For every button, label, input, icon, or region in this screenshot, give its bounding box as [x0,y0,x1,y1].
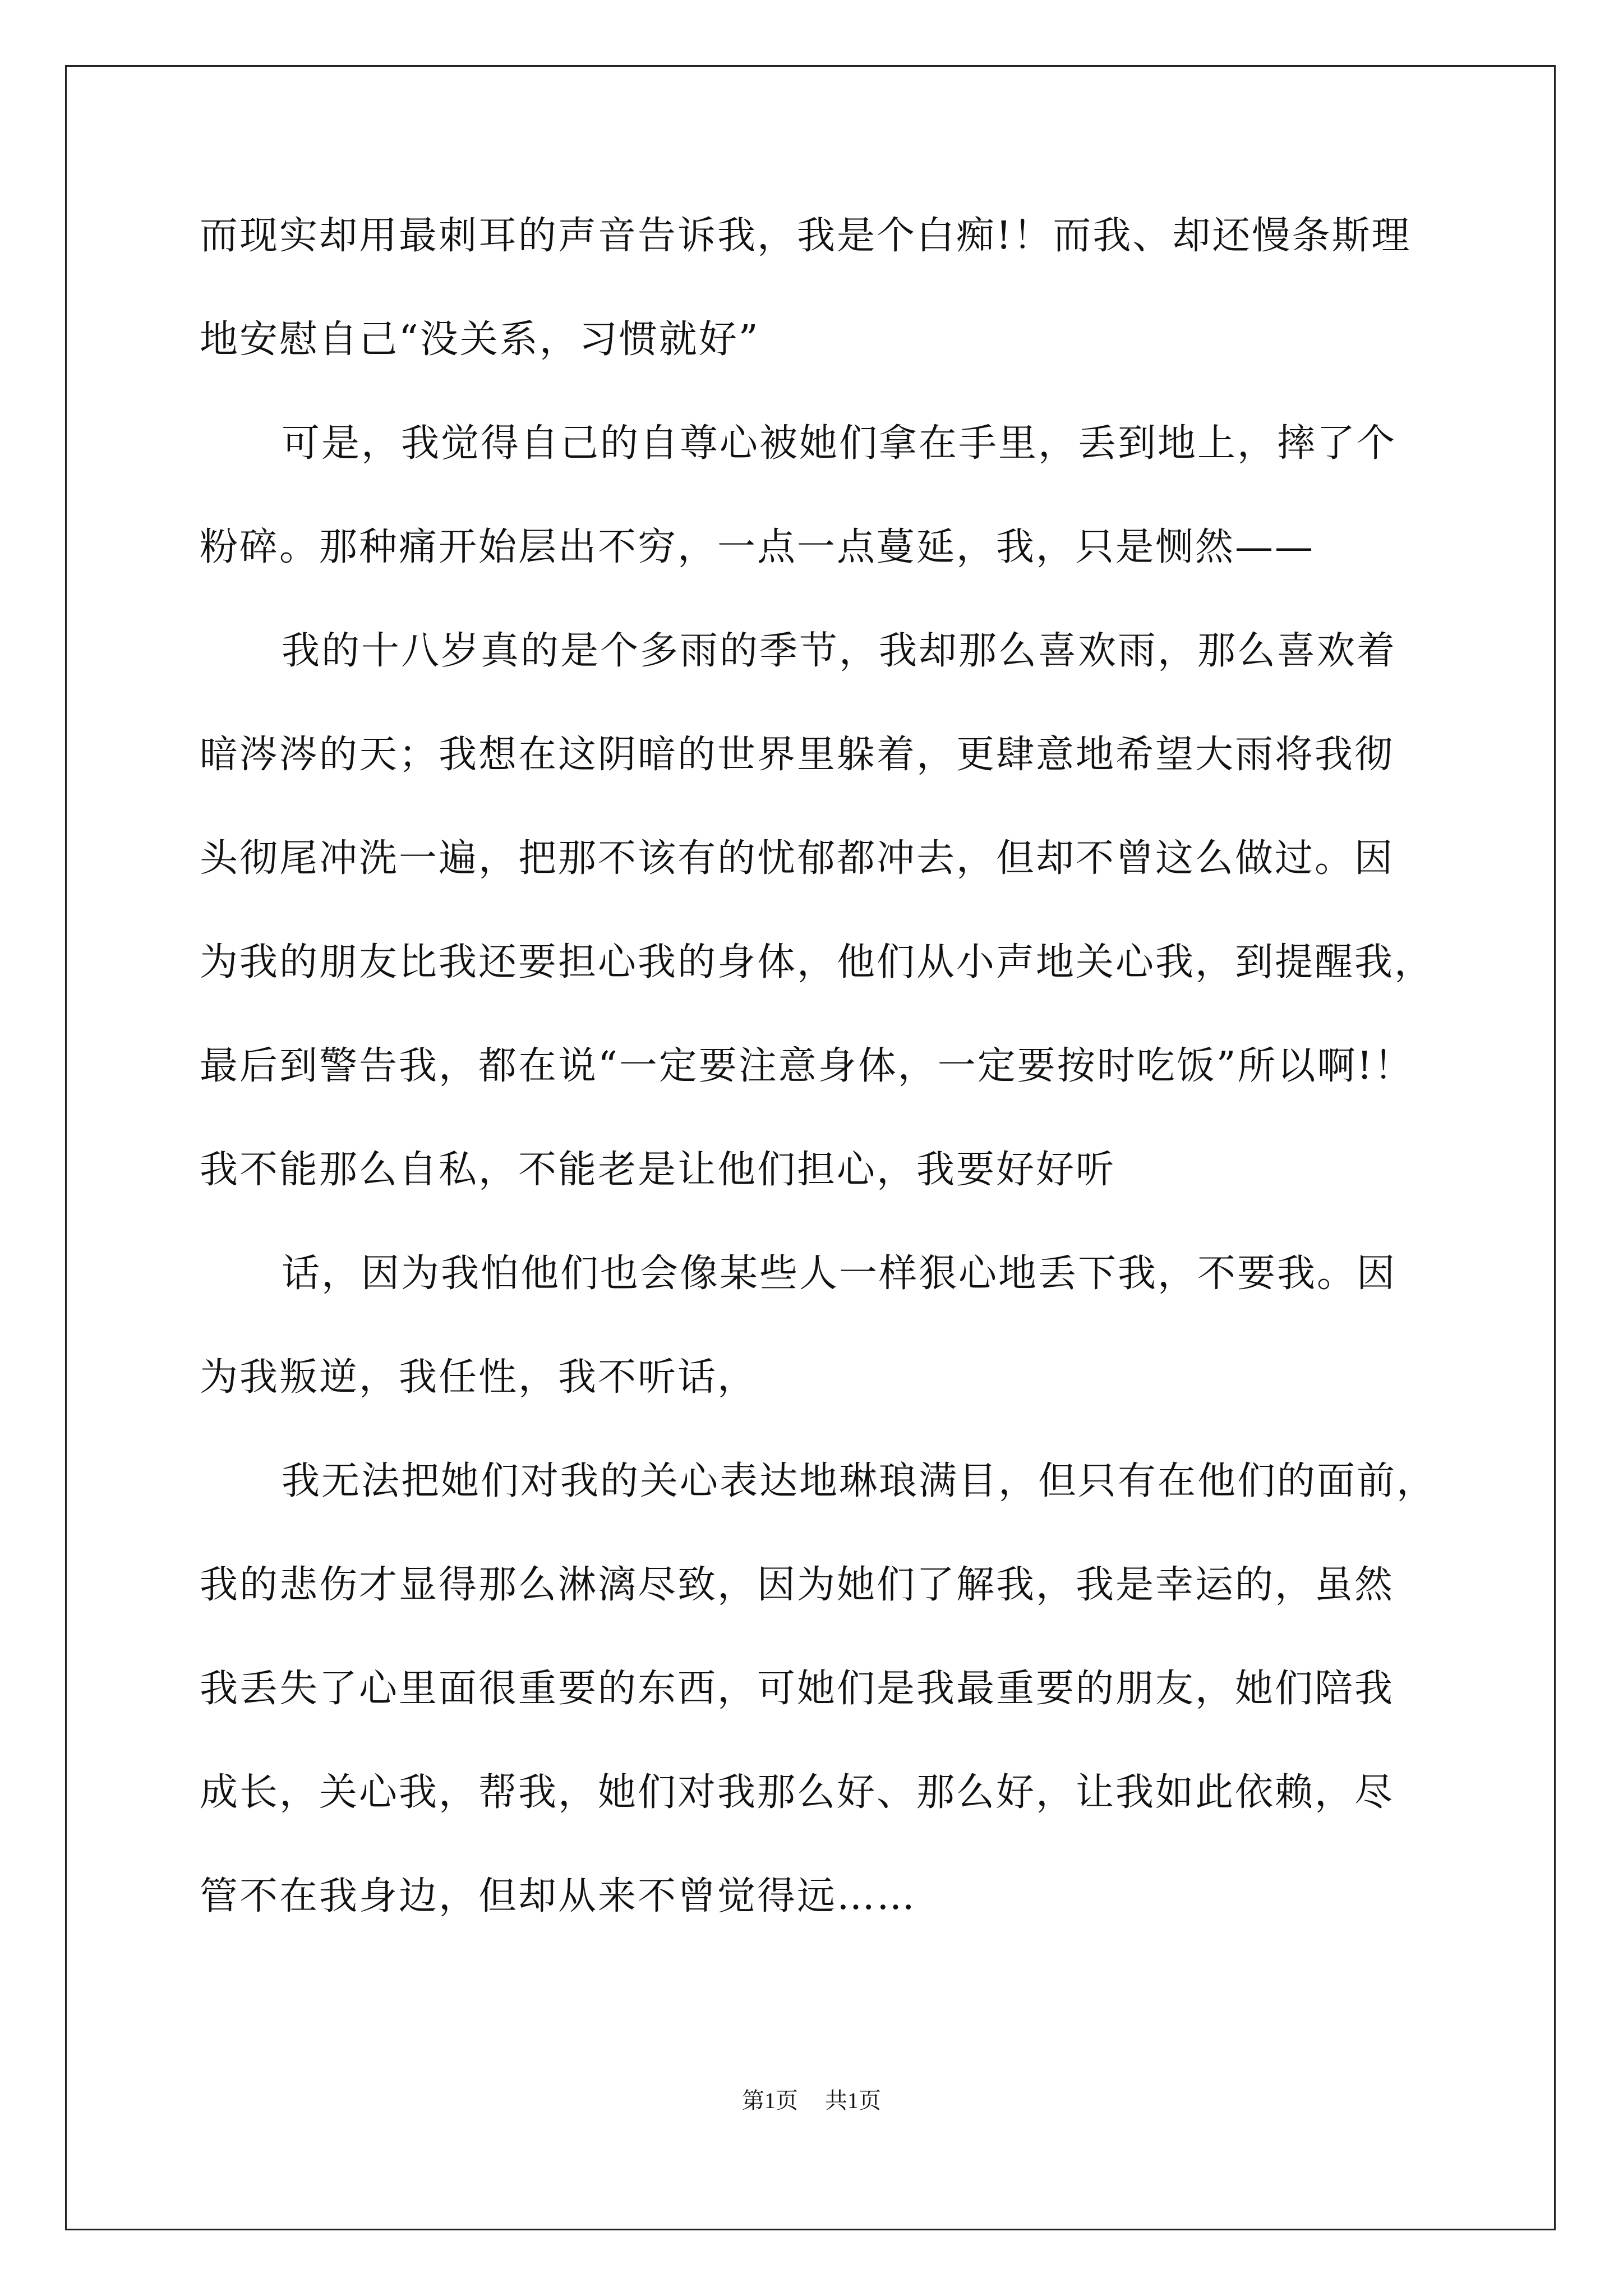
page-footer [0,2087,1623,2115]
text-line: 成长，关心我，帮我，她们对我那么好、那么好，让我如此依赖，尽 [200,1770,1395,1815]
document-body [200,210,1437,1922]
text-line: 我不能那么自私，不能老是让他们担心，我要好好听 [200,1148,1116,1192]
text-line: 而现实却用最刺耳的声音告诉我，我是个白痴!！而我、却还慢条斯理 [200,214,1412,258]
text-line: 暗涔涔的天；我想在这阴暗的世界里躲着，更肆意地希望大雨将我彻 [200,733,1395,777]
text-line: 最后到警告我，都在说“一定要注意身体，一定要按时吃饭”所以啊!！ [200,1044,1414,1088]
text-line: 我无法把她们对我的关心表达地琳琅满目，但只有在他们的面前， [282,1459,1437,1503]
text-line: 管不在我身边，但却从来不曾觉得远…… [200,1874,917,1918]
text-line: 我的十八岁真的是个多雨的季节，我却那么喜欢雨，那么喜欢着 [282,629,1397,673]
text-line: 地安慰自己“没关系，习惯就好” [200,318,760,362]
text-line: 可是，我觉得自己的自尊心被她们拿在手里，丢到地上，摔了个 [282,421,1397,466]
text-line: 粉碎。那种痛开始层出不穷，一点一点蔓延，我，只是恻然—— [200,525,1315,569]
page-total: 共1页 [825,2088,881,2113]
text-line: 我丢失了心里面很重要的东西，可她们是我最重要的朋友，她们陪我 [200,1667,1395,1711]
text-line: 头彻尾冲洗一遍，把那不该有的忧郁都冲去，但却不曾这么做过。因 [200,836,1395,881]
text-line: 我的悲伤才显得那么淋漓尽致，因为她们了解我，我是幸运的，虽然 [200,1563,1395,1607]
text-line: 话，因为我怕他们也会像某些人一样狠心地丢下我，不要我。因 [282,1251,1397,1296]
page-number: 第1页 [742,2088,798,2113]
text-line: 为我叛逆，我任性，我不听话， [200,1355,758,1400]
text-line: 为我的朋友比我还要担心我的身体，他们从小声地关心我，到提醒我， [200,940,1435,984]
